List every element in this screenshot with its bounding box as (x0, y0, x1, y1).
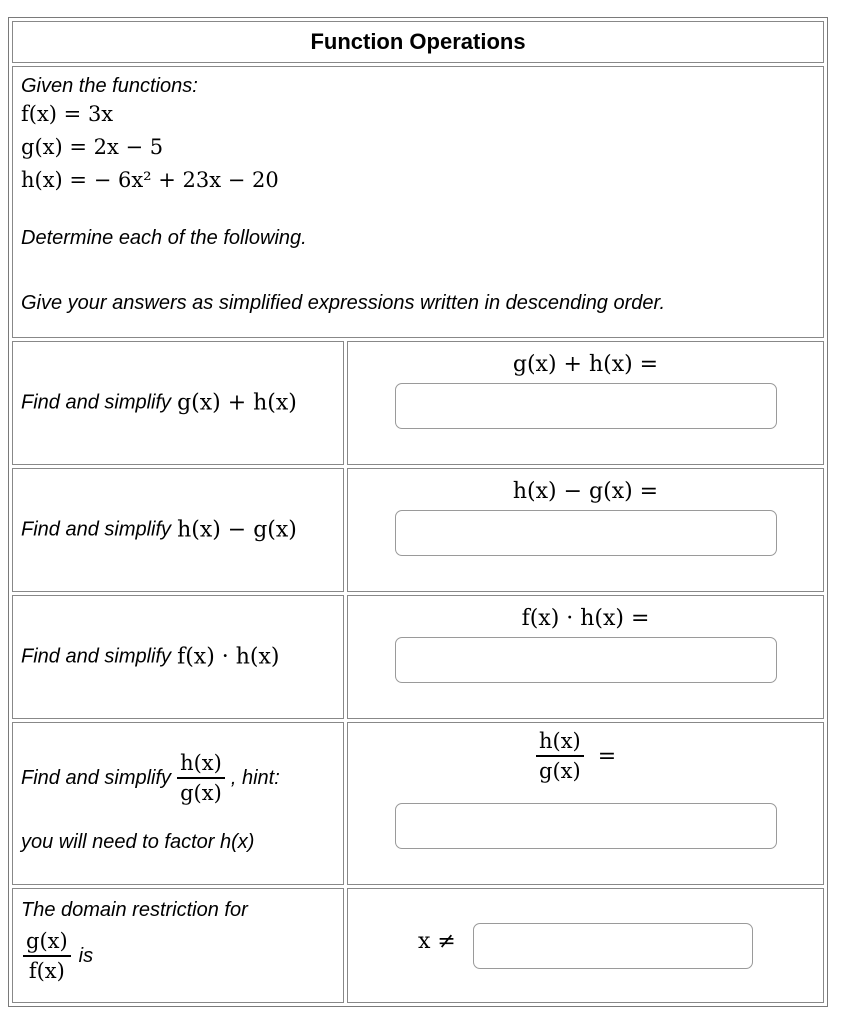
row4-answer-denominator: g(x) (539, 759, 581, 783)
row2-expr: h(x) − g(x) (177, 517, 297, 543)
row2-prompt: Find and simplify (21, 518, 172, 541)
row5-answer-label: x ≠ (418, 929, 456, 954)
row4-hint-text: you will need to factor h(x) (21, 831, 255, 853)
row3-answer-cell (347, 595, 824, 719)
row4-answer-numerator: h(x) (536, 729, 584, 757)
row3-answer-input[interactable] (395, 637, 777, 683)
table-title: Function Operations (12, 21, 824, 63)
row5-denominator: f(x) (28, 959, 65, 983)
row2-answer-label: h(x) − g(x) = (512, 479, 659, 504)
function-operations-table (8, 17, 828, 1007)
row4-hint: , hint: (230, 766, 280, 789)
row4-prompt: Find and simplify (21, 766, 172, 789)
row5-answer-cell (347, 888, 824, 1003)
row1-answer-cell (347, 341, 824, 465)
row4-numerator: h(x) (177, 751, 225, 779)
given-functions-cell (12, 66, 824, 338)
row3-question (12, 595, 344, 719)
f-definition: f(x) = 3x (21, 102, 114, 126)
instructions-text: Give your answers as simplified expressions written in descending order. (21, 292, 665, 314)
row2-question (12, 468, 344, 592)
row4-answer-cell (347, 722, 824, 885)
row5-answer-input[interactable] (473, 923, 753, 969)
row1-answer-label: g(x) + h(x) = (512, 352, 659, 377)
row4-fraction (177, 751, 225, 805)
row3-answer-label: f(x) · h(x) = (521, 606, 650, 631)
row3-prompt: Find and simplify (21, 645, 172, 668)
row5-prompt: The domain restriction for (21, 899, 248, 921)
row4-answer-input[interactable] (395, 803, 777, 849)
row2-answer-cell (347, 468, 824, 592)
row1-expr: g(x) + h(x) (177, 390, 297, 416)
row4-equals: = (597, 743, 617, 769)
row4-denominator: g(x) (180, 781, 222, 805)
g-definition: g(x) = 2x − 5 (21, 135, 164, 159)
determine-text: Determine each of the following. (21, 227, 307, 249)
row5-numerator: g(x) (23, 929, 71, 957)
row1-answer-input[interactable] (395, 383, 777, 429)
row2-answer-input[interactable] (395, 510, 777, 556)
row4-question (12, 722, 344, 885)
row5-fraction (23, 929, 71, 983)
row5-is: is (78, 944, 94, 967)
row3-expr: f(x) · h(x) (177, 644, 280, 670)
row5-question (12, 888, 344, 1003)
row1-question (12, 341, 344, 465)
row1-prompt: Find and simplify (21, 391, 172, 414)
h-definition: h(x) = − 6x² + 23x − 20 (21, 168, 279, 192)
given-label: Given the functions: (21, 75, 198, 97)
row4-answer-fraction (536, 729, 584, 783)
